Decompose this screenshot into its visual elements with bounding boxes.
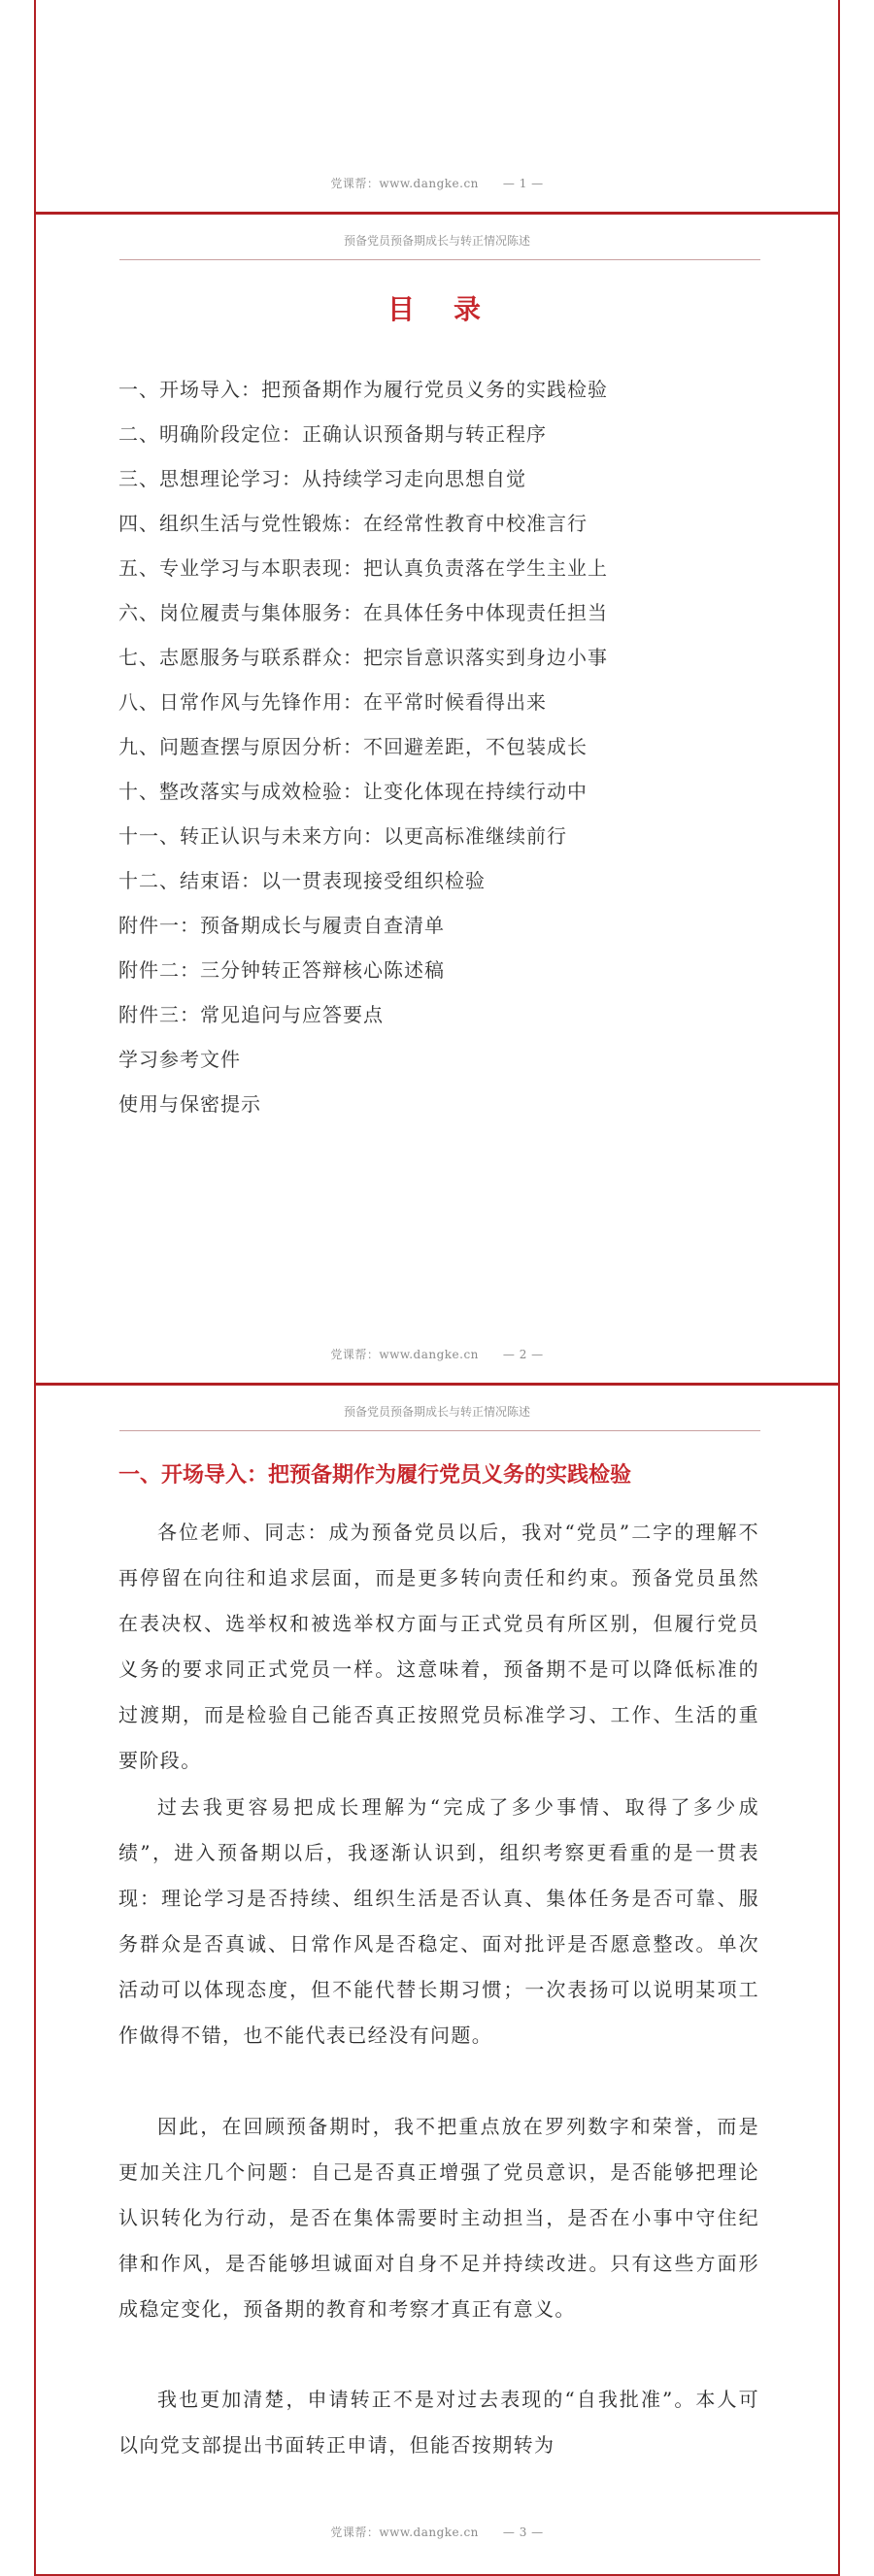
- toc-item[interactable]: 八、日常作风与先锋作用：在平常时候看得出来: [118, 690, 547, 714]
- header-rule: [119, 259, 760, 260]
- toc-item[interactable]: 附件三：常见追问与应答要点: [118, 1003, 384, 1026]
- page-3-body: [34, 1386, 840, 2576]
- toc-item[interactable]: 七、志愿服务与联系群众：把宗旨意识落实到身边小事: [118, 646, 608, 669]
- toc-item[interactable]: 九、问题查摆与原因分析：不回避差距，不包装成长: [118, 735, 588, 758]
- toc-item[interactable]: 附件二：三分钟转正答辩核心陈述稿: [118, 958, 445, 982]
- body-paragraph: 各位老师、同志：成为预备党员以后，我对“党员”二字的理解不再停留在向往和追求层面，而是更多转向责任和约束。预备党员虽然在表决权、选举权和被选举权方面与正式党员有所区别，但履行党员义务的要求同正式党员一样。这意味着，预备期不是可以降低标准的过渡期，而是检验自己能否真正按照党员标准学习、工作、生活的重要阶段。: [118, 1521, 759, 1772]
- toc-list: [118, 367, 608, 1126]
- toc-item[interactable]: 四、组织生活与党性锻炼：在经常性教育中校准言行: [118, 512, 588, 535]
- toc-item[interactable]: 十、整改落实与成效检验：让变化体现在持续行动中: [118, 780, 588, 803]
- body-paragraph: 过去我更容易把成长理解为“完成了多少事情、取得了多少成绩”，进入预备期以后，我逐渐认识到，组织考察更看重的是一贯表现：理论学习是否持续、组织生活是否认真、集体任务是否可靠、服务群众是否真诚、日常作风是否稳定、面对批评是否愿意整改。单次活动可以体现态度，但不能代替长期习惯；一次表扬可以说明某项工作做得不错，也不能代表已经没有问题。: [118, 1795, 759, 2047]
- toc-item[interactable]: 十一、转正认识与未来方向：以更高标准继续前行: [118, 824, 567, 848]
- toc-item[interactable]: 使用与保密提示: [118, 1092, 261, 1116]
- toc-title: 目 录: [387, 293, 487, 325]
- section-heading: 一、开场导入：把预备期作为履行党员义务的实践检验: [118, 1463, 632, 1488]
- toc-item[interactable]: 二、明确阶段定位：正确认识预备期与转正程序: [118, 422, 547, 446]
- running-header: 预备党员预备期成长与转正情况陈述: [343, 234, 530, 248]
- page-2-toc: [34, 215, 840, 1383]
- toc-item[interactable]: 十二、结束语：以一贯表现接受组织检验: [118, 869, 486, 892]
- toc-item[interactable]: 三、思想理论学习：从持续学习走向思想自觉: [118, 467, 526, 490]
- running-header: 预备党员预备期成长与转正情况陈述: [343, 1405, 530, 1419]
- header-rule: [119, 1430, 760, 1431]
- body-paragraph: 因此，在回顾预备期时，我不把重点放在罗列数字和荣誉，而是更加关注几个问题：自己是否真正增强了党员意识，是否能够把理论认识转化为行动，是否在集体需要时主动担当，是否在小事中守住纪律和作风，是否能够坦诚面对自身不足并持续改进。只有这些方面形成稳定变化，预备期的教育和考察才真正有意义。: [118, 2115, 759, 2321]
- page-1: [34, 0, 840, 212]
- page-footer: 党课帮：www.dangke.cn — 3 —: [330, 2526, 544, 2539]
- toc-item[interactable]: 一、开场导入：把预备期作为履行党员义务的实践检验: [118, 378, 608, 401]
- body-paragraph: 我也更加清楚，申请转正不是对过去表现的“自我批准”。本人可以向党支部提出书面转正申请，但能否按期转为: [118, 2388, 759, 2457]
- page-footer: 党课帮：www.dangke.cn — 1 —: [330, 177, 544, 190]
- toc-item[interactable]: 学习参考文件: [118, 1048, 241, 1071]
- page-footer: 党课帮：www.dangke.cn — 2 —: [330, 1348, 544, 1361]
- toc-item[interactable]: 附件一：预备期成长与履责自查清单: [118, 914, 445, 937]
- toc-item[interactable]: 五、专业学习与本职表现：把认真负责落在学生主业上: [118, 556, 608, 580]
- toc-item[interactable]: 六、岗位履责与集体服务：在具体任务中体现责任担当: [118, 601, 608, 624]
